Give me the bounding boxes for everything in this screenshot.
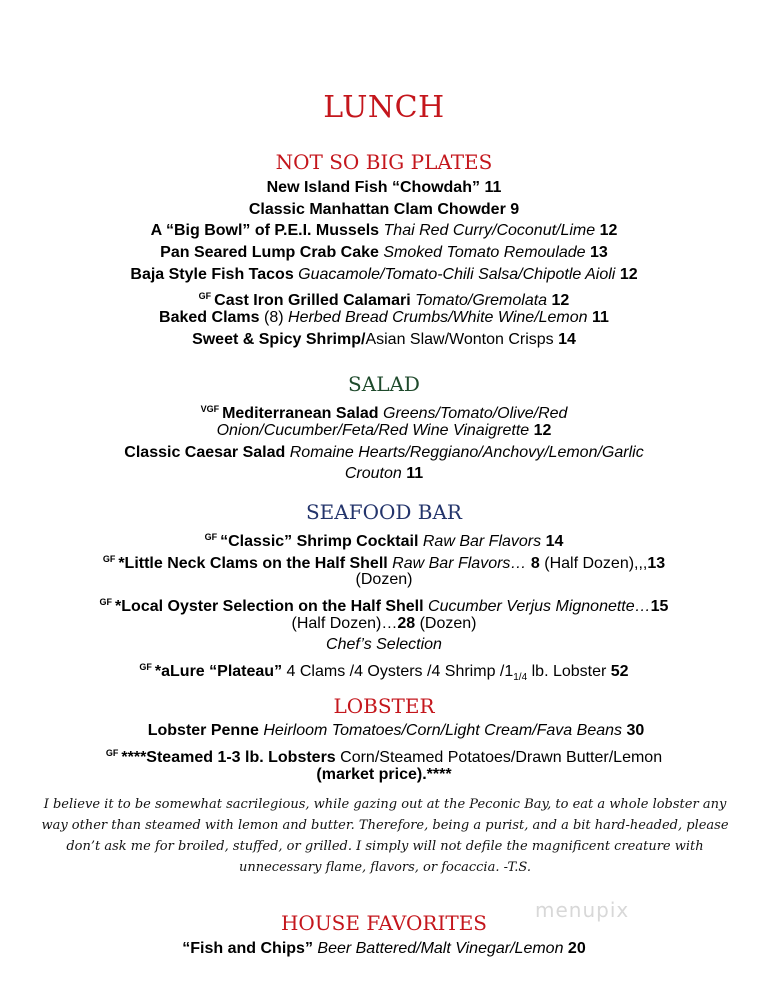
gluten-free-tag: GF xyxy=(198,291,212,301)
menu-item: A “Big Bowl” of P.E.I. Mussels Thai Red Curry/Coconut/Lime 12 xyxy=(150,222,618,239)
menu-item: Pan Seared Lump Crab Cake Smoked Tomato Remoulade 13 xyxy=(160,244,608,261)
menu-item: $^{VGF}$ Mediterranean Salad Greens/Tomato/Olive/Red xyxy=(200,404,568,422)
menu-item: $^{GF}$ “Classic” Shrimp Cocktail Raw Bar Flavors 14 xyxy=(204,532,564,550)
menu-item-continued: (market price).**** xyxy=(316,766,452,783)
watermark: menupix xyxy=(535,898,630,922)
section-heading-salad: SALAD xyxy=(348,372,420,396)
menu-item: Sweet & Spicy Shrimp/Asian Slaw/Wonton Crisps 14 xyxy=(192,331,576,348)
menu-item-continued: (Half Dozen)…28 (Dozen) xyxy=(291,615,477,632)
menu-item: $^{GF}$ ****Steamed 1-3 lb. Lobsters Corn/Steamed Potatoes/Drawn Butter/Lemon xyxy=(105,748,663,766)
section-heading-lobster: LOBSTER xyxy=(333,694,435,718)
menu-item: “Fish and Chips” Beer Battered/Malt Vinegar/Lemon 20 xyxy=(182,940,586,957)
menu-item-continued: (Dozen) xyxy=(355,571,413,588)
gluten-free-tag: GF xyxy=(105,748,119,758)
vegan-gluten-free-tag: VGF xyxy=(200,404,220,414)
menu-item: $^{GF}$ *Little Neck Clams on the Half Shell Raw Bar Flavors… 8 (Half Dozen),,,13 xyxy=(102,554,666,572)
menu-item: Classic Caesar Salad Romaine Hearts/Reggiano/Anchovy/Lemon/Garlic xyxy=(124,444,644,461)
section-heading-plates: NOT SO BIG PLATES xyxy=(275,150,493,174)
section-heading-seafood: SEAFOOD BAR xyxy=(305,500,462,524)
menu-item-continued: Crouton 11 xyxy=(344,465,424,482)
menu-item-continued: Onion/Cucumber/Feta/Red Wine Vinaigrette 12 xyxy=(216,422,552,439)
section-heading-house-favorites: HOUSE FAVORITES xyxy=(280,911,488,935)
page-title: LUNCH xyxy=(323,90,445,125)
menu-item: $^{GF}$ *Local Oyster Selection on the Half Shell Cucumber Verjus Mignonette…15 xyxy=(99,597,669,615)
menu-item: New Island Fish “Chowdah” 11 xyxy=(266,179,502,196)
gluten-free-tag: GF xyxy=(139,662,152,672)
gluten-free-tag: GF xyxy=(204,532,218,542)
menu-item: Classic Manhattan Clam Chowder 9 xyxy=(248,201,520,218)
menu-item: $^{GF}$ Cast Iron Grilled Calamari Tomato/Gremolata 12 xyxy=(198,291,570,309)
menu-item-note: Chef’s Selection xyxy=(326,636,442,653)
menu-item: Baja Style Fish Tacos Guacamole/Tomato-Chili Salsa/Chipotle Aioli 12 xyxy=(130,266,638,283)
chef-quote: I believe it to be somewhat sacrilegious, while gazing out at the Peconic Bay, to eat a whole lobster any way other than steamed with lemon and butter. Therefore, being a purist, and a bit hard-headed, please don’t ask me for broiled, stuffed, or grilled. I simply will not defile the magnificent creature with unnecessary flame, flavors, or focaccia. -T.S. xyxy=(41,797,729,875)
menu-item: Baked Clams (8) Herbed Bread Crumbs/White Wine/Lemon 11 xyxy=(159,309,609,326)
menu-item: Lobster Penne Heirloom Tomatoes/Corn/Light Cream/Fava Beans 30 xyxy=(147,722,645,739)
gluten-free-tag: GF xyxy=(99,597,113,607)
menu-item: $^{GF}$ *aLure “Plateau” 4 Clams /4 Oysters /4 Shrimp $/1_{1/4}$ lb. Lobster 52 xyxy=(139,662,629,684)
gluten-free-tag: GF xyxy=(102,554,116,564)
